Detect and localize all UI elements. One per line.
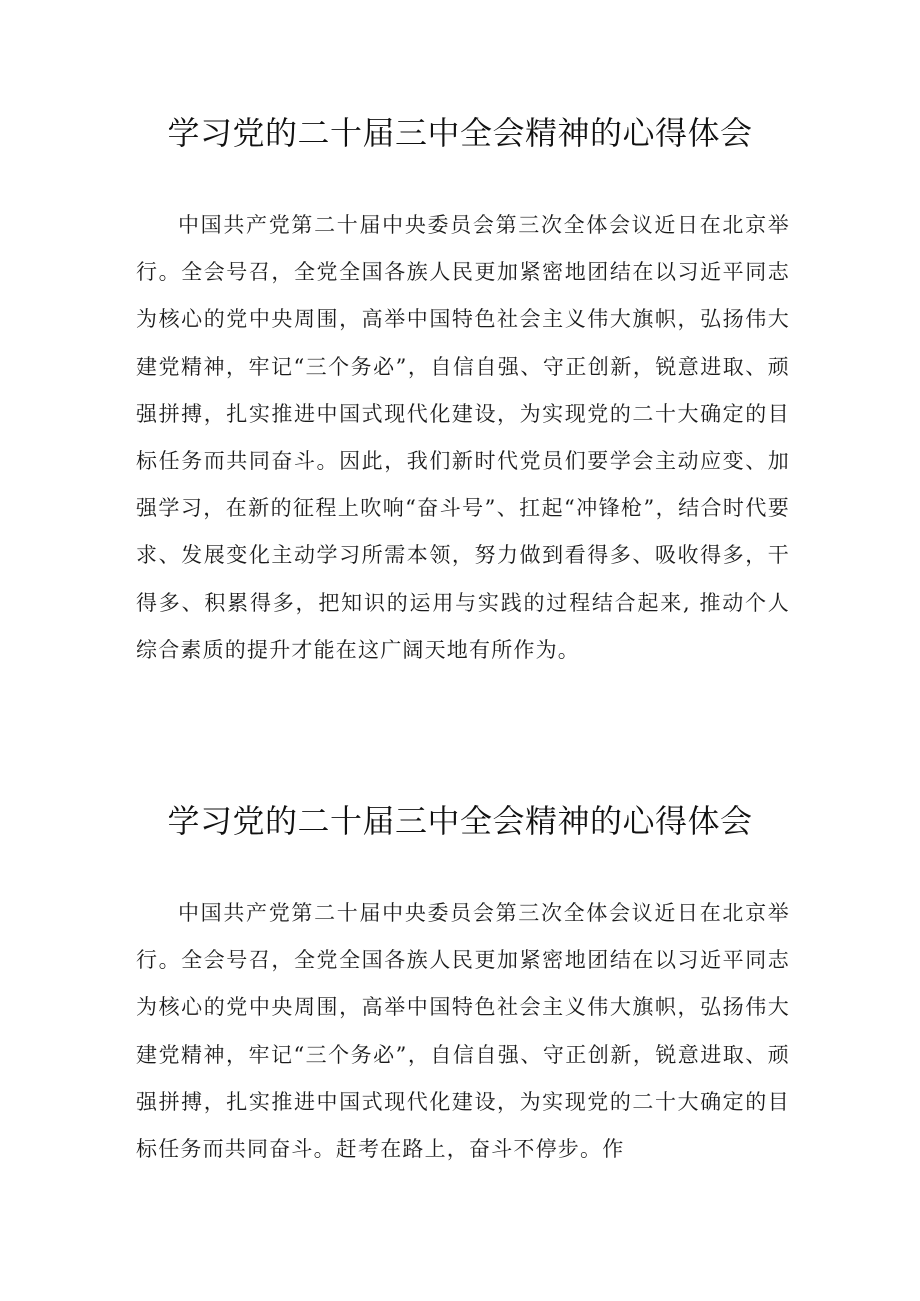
article-body: 中国共产党第二十届中央委员会第三次全体会议近日在北京举行。全会号召，全党全国各族人民更加紧密地团结在以习近平同志为核心的党中央周围，高举中国特色社会主义伟大旗帜，弘扬伟大建党精神，牢记“三个务必”，自信自强、守正创新，锐意进取、顽强拼搏，扎实推进中国式现代化建设，为实现党的二十大确定的目标任务而共同奋斗。赶考在路上，奋斗不停步。作: [136, 901, 790, 1162]
article-section-1: [0, 108, 920, 662]
article-title: 学习党的二十届三中全会精神的心得体会: [167, 114, 753, 152]
article-section-2: [0, 796, 920, 1162]
article-body: 中国共产党第二十届中央委员会第三次全体会议近日在北京举行。全会号召，全党全国各族人民更加紧密地团结在以习近平同志为核心的党中央周围，高举中国特色社会主义伟大旗帜，弘扬伟大建党精神，牢记“三个务必”，自信自强、守正创新，锐意进取、顽强拼搏，扎实推进中国式现代化建设，为实现党的二十大确定的目标任务而共同奋斗。因此，我们新时代党员们要学会主动应变、加强学习，在新的征程上吹响“奋斗号”、扛起“冲锋枪”，结合时代要求、发展变化主动学习所需本领，努力做到看得多、吸收得多，干得多、积累得多，把知识的运用与实践的过程结合起来, 推动个人综合素质的提升才能在这广阔天地有所作为。: [136, 213, 790, 662]
article-title: 学习党的二十届三中全会精神的心得体会: [167, 802, 753, 840]
